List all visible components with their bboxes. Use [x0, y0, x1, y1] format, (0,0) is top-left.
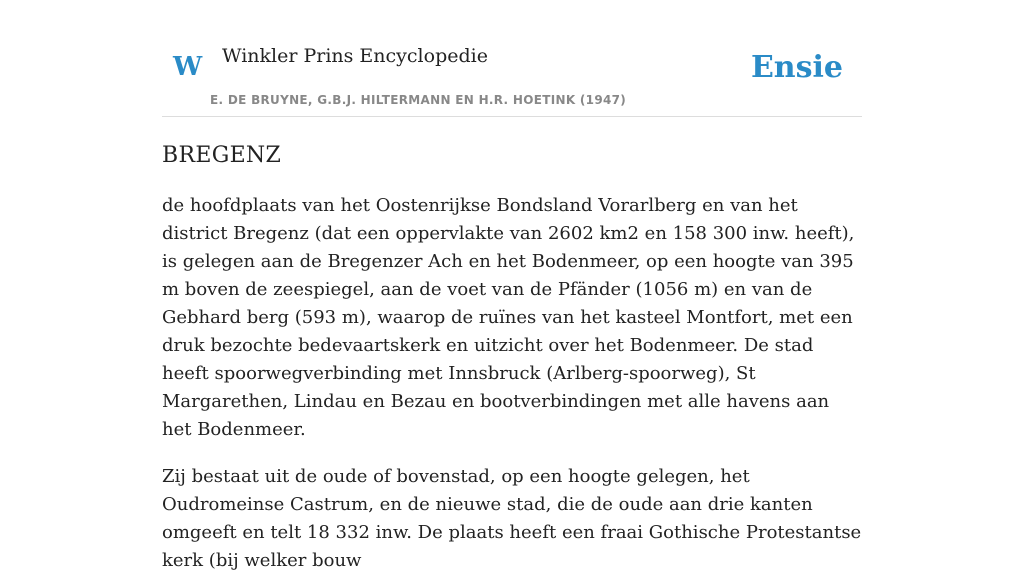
source-title[interactable]: Winkler Prins Encyclopedie: [222, 45, 488, 67]
winkler-prins-logo[interactable]: W: [173, 52, 203, 82]
entry-paragraph-1: de hoofdplaats van het Oostenrijkse Bondsland Vorarlberg en van het district Bregenz (dat een oppervlakte van 2602 km2 en 158 300 inw. heeft), is gelegen aan de Bregenzer Ach en het Bodenmeer, op een hoogte van 395 m boven de zeespiegel, aan de voet van de Pfänder (1056 m) en van de Gebhard berg (593 m), waarop de ruïnes van het kasteel Montfort, met een druk bezochte bedevaartskerk en uitzicht over het Bodenmeer. De stad heeft spoorwegverbinding met Innsbruck (Arlberg-spoorweg), St Margarethen, Lindau en Bezau en bootverbindingen met alle havens aan het Bodenmeer.: [162, 195, 855, 440]
entry-title: BREGENZ: [162, 143, 282, 168]
site-header: [162, 0, 862, 117]
ensie-logo[interactable]: Ensie: [750, 50, 843, 85]
entry-paragraph-2: Zij bestaat uit de oude of bovenstad, op een hoogte gelegen, het Oudromeinse Castrum, en de nieuwe stad, die de oude aan drie kanten omgeeft en telt 18 332 inw. De plaats heeft een fraai Gothische Protestantse kerk (bij welker bouw: [162, 466, 862, 571]
source-authors: E. DE BRUYNE, G.B.J. HILTERMANN EN H.R. HOETINK (1947): [210, 93, 627, 107]
page: [162, 0, 862, 575]
